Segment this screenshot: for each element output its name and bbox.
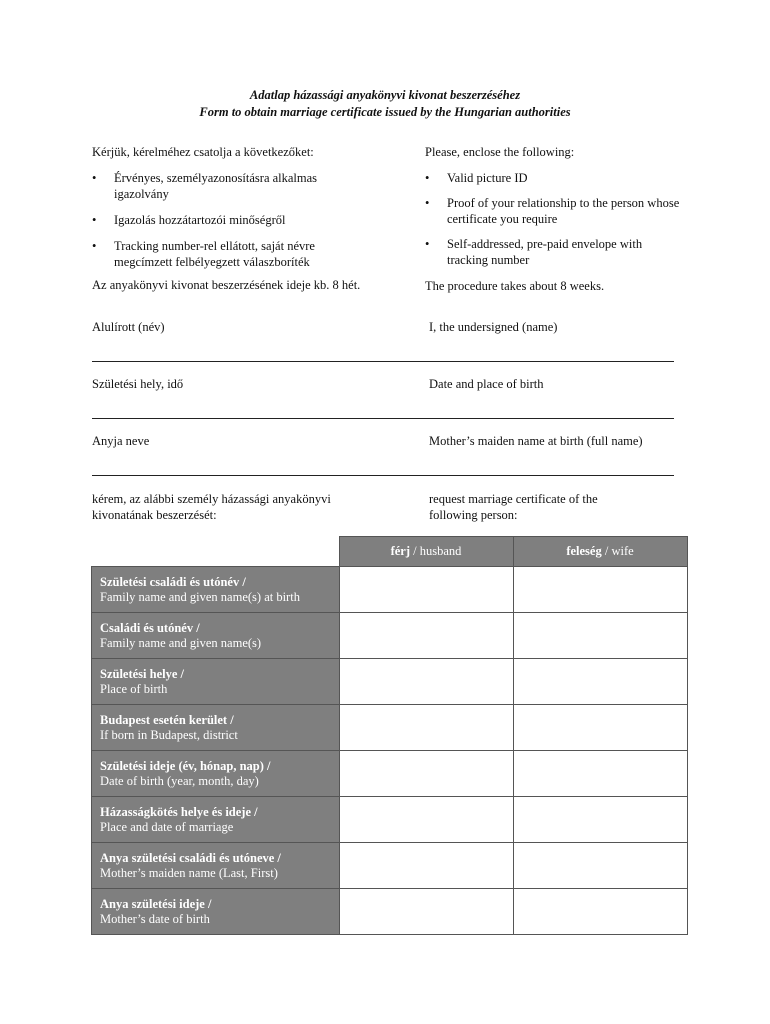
column-header-husband bbox=[339, 537, 513, 567]
requirement-item: • Valid picture ID bbox=[425, 170, 685, 186]
table-corner bbox=[92, 537, 340, 567]
table-row bbox=[92, 889, 688, 935]
husband-cell[interactable] bbox=[339, 567, 513, 613]
requirements-list-english bbox=[425, 170, 685, 268]
husband-cell[interactable] bbox=[339, 659, 513, 705]
name-fill-line[interactable] bbox=[92, 361, 674, 362]
table-row bbox=[92, 567, 688, 613]
row-label-en: Date of birth (year, month, day) bbox=[100, 773, 259, 788]
husband-cell[interactable] bbox=[339, 843, 513, 889]
row-label bbox=[92, 751, 340, 797]
husband-cell[interactable] bbox=[339, 613, 513, 659]
field-label-birth-english: Date and place of birth bbox=[429, 377, 544, 391]
column-header-wife bbox=[513, 537, 687, 567]
requirement-item: • Proof of your relationship to the person whose certificate you require bbox=[425, 195, 685, 227]
procedure-note-hungarian: Az anyakönyvi kivonat beszerzésének ideje kb. 8 hét. bbox=[92, 278, 361, 292]
row-label-en: Family name and given name(s) bbox=[100, 635, 262, 650]
requirement-item: • Érvényes, személyazonosításra alkalmas igazolvány bbox=[92, 170, 362, 202]
husband-cell[interactable] bbox=[339, 889, 513, 935]
column-header-label-hu: férj bbox=[390, 544, 410, 558]
row-label-en: If born in Budapest, district bbox=[100, 727, 238, 742]
table-header-row bbox=[92, 537, 688, 567]
husband-cell[interactable] bbox=[339, 797, 513, 843]
row-label-en: Mother’s date of birth bbox=[100, 911, 210, 926]
request-text-hungarian: kérem, az alábbi személy házassági anyakönyvi kivonatának beszerzését: bbox=[92, 492, 331, 522]
field-label-mother-english: Mother’s maiden name at birth (full name) bbox=[429, 434, 643, 448]
husband-cell[interactable] bbox=[339, 705, 513, 751]
row-label-hu: Anya születési ideje / bbox=[100, 896, 212, 911]
requirement-item: • Tracking number-rel ellátott, saját névre megcímzett felbélyegzett válaszboríték bbox=[92, 238, 362, 270]
requirements-list-hungarian bbox=[92, 170, 362, 270]
field-label-mother-hungarian: Anyja neve bbox=[92, 434, 150, 448]
form-title-english: Form to obtain marriage certificate issued by the Hungarian authorities bbox=[199, 105, 571, 119]
requirement-item: • Self-addressed, pre-paid envelope with tracking number bbox=[425, 236, 685, 268]
request-text-english: request marriage certificate of the following person: bbox=[429, 492, 598, 522]
column-header-separator: / bbox=[601, 544, 612, 558]
column-header-separator: / bbox=[410, 544, 420, 558]
procedure-note-english: The procedure takes about 8 weeks. bbox=[425, 279, 605, 293]
row-label-en: Place of birth bbox=[100, 681, 168, 696]
row-label-hu: Születési helye / bbox=[100, 666, 185, 681]
row-label-hu: Családi és utónév / bbox=[100, 620, 200, 635]
form-title-hungarian: Adatlap házassági anyakönyvi kivonat beszerzéséhez bbox=[249, 88, 521, 102]
row-label bbox=[92, 705, 340, 751]
column-header-label-en: husband bbox=[419, 544, 462, 558]
row-label bbox=[92, 843, 340, 889]
row-label bbox=[92, 797, 340, 843]
row-label bbox=[92, 889, 340, 935]
wife-cell[interactable] bbox=[513, 797, 687, 843]
husband-cell[interactable] bbox=[339, 751, 513, 797]
wife-cell[interactable] bbox=[513, 613, 687, 659]
row-label-en: Mother’s maiden name (Last, First) bbox=[100, 865, 278, 880]
wife-cell[interactable] bbox=[513, 889, 687, 935]
intro-english: Please, enclose the following: bbox=[425, 145, 575, 159]
row-label-en: Family name and given name(s) at birth bbox=[100, 589, 300, 604]
wife-cell[interactable] bbox=[513, 567, 687, 613]
row-label-hu: Anya születési családi és utóneve / bbox=[100, 850, 281, 865]
row-label-en: Place and date of marriage bbox=[100, 819, 234, 834]
field-label-name-english: I, the undersigned (name) bbox=[429, 320, 558, 334]
wife-cell[interactable] bbox=[513, 751, 687, 797]
birth-fill-line[interactable] bbox=[92, 418, 674, 419]
wife-cell[interactable] bbox=[513, 659, 687, 705]
table-row bbox=[92, 751, 688, 797]
table-row bbox=[92, 843, 688, 889]
requirement-item: • Igazolás hozzátartozói minőségről bbox=[92, 212, 362, 228]
table-row bbox=[92, 705, 688, 751]
row-label-hu: Házasságkötés helye és ideje / bbox=[100, 804, 258, 819]
row-label-hu: Születési családi és utónév / bbox=[100, 574, 246, 589]
column-header-label-en: wife bbox=[611, 544, 634, 558]
field-label-name-hungarian: Alulírott (név) bbox=[92, 320, 165, 334]
person-details-table bbox=[91, 536, 688, 935]
table-row bbox=[92, 659, 688, 705]
field-label-birth-hungarian: Születési hely, idő bbox=[92, 377, 184, 391]
row-label-hu: Budapest esetén kerület / bbox=[100, 712, 234, 727]
wife-cell[interactable] bbox=[513, 705, 687, 751]
table-row bbox=[92, 797, 688, 843]
mother-fill-line[interactable] bbox=[92, 475, 674, 476]
intro-hungarian: Kérjük, kérelméhez csatolja a következőket: bbox=[92, 145, 314, 159]
row-label bbox=[92, 567, 340, 613]
row-label-hu: Születési ideje (év, hónap, nap) / bbox=[100, 758, 271, 773]
wife-cell[interactable] bbox=[513, 843, 687, 889]
row-label bbox=[92, 659, 340, 705]
row-label bbox=[92, 613, 340, 659]
column-header-label-hu: feleség bbox=[566, 544, 602, 558]
table-row bbox=[92, 613, 688, 659]
